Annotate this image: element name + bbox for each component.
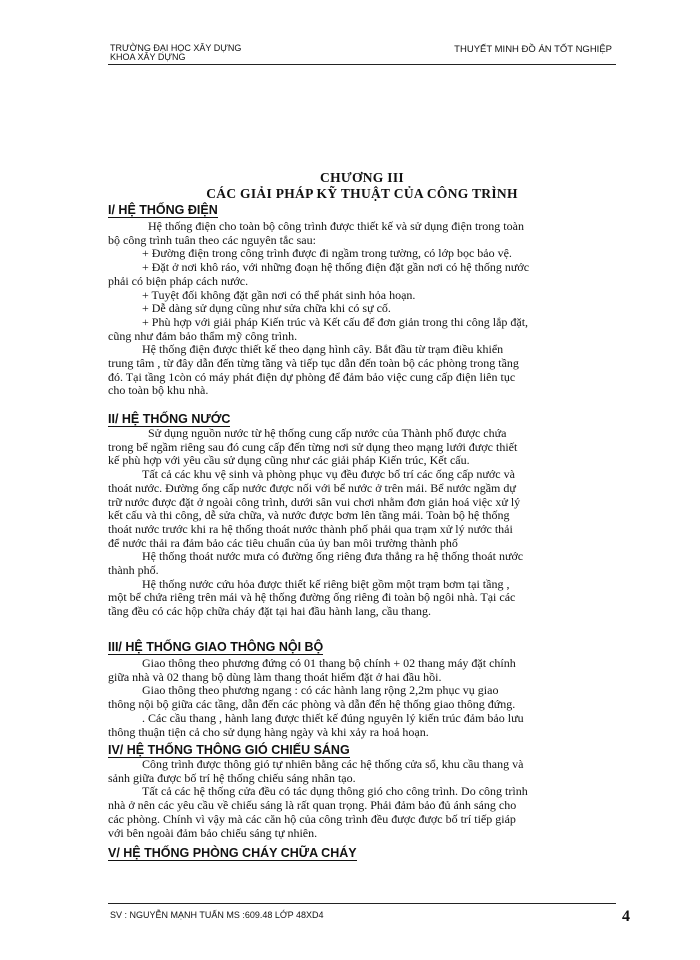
paragraph-line: kết cấu và thi công, dễ sửa chữa, và nước được bơm lên tầng mái. Toàn bộ hệ thống <box>108 508 510 523</box>
paragraph-line: + Phù hợp với giải pháp Kiến trúc và Kết cấu để đơn giản trong thi công lắp đặt, <box>142 314 529 329</box>
paragraph-line: kế phù hợp với yêu cầu sử dụng cũng như các giải pháp Kiến trúc, Kết cấu. <box>108 453 470 468</box>
paragraph-line: giữa nhà và 02 thang bộ dùng làm thang thoát hiểm đặt ở hai đầu hồi. <box>108 669 442 684</box>
paragraph-line: Giao thông theo phương ngang : có các hành lang rộng 2,2m phục vụ giao <box>142 683 499 698</box>
paragraph-line: phải có biện pháp cách nước. <box>108 273 249 288</box>
paragraph-line: Hệ thống nước cứu hỏa được thiết kế riêng biệt gồm một trạm bơm tại tầng , <box>142 576 510 591</box>
paragraph-line: bộ công trình tuân theo các nguyên tắc sau: <box>108 232 316 247</box>
header-document-title: THUYẾT MINH ĐỒ ÁN TỐT NGHIỆP <box>454 44 612 55</box>
paragraph-line: + Dễ dàng sử dụng cũng như sửa chữa khi có sự cố. <box>142 301 391 316</box>
paragraph-line: thông thuận tiện cả cho sử dụng hàng ngày và khi xảy ra hoả hoạn. <box>108 724 429 739</box>
section-body-electrical <box>108 220 616 398</box>
paragraph-line: để nước thải ra đảm bảo các tiêu chuẩn của ủy ban môi trường thành phố <box>108 535 458 550</box>
paragraph-line: Tất cả các hệ thống cửa đều có tác dụng thông gió cho công trình. Do công trình <box>142 784 528 799</box>
header-faculty: KHOA XÂY DỰNG <box>110 52 186 62</box>
header-divider <box>108 64 616 65</box>
paragraph-line: một bể chứa riêng trên mái và hệ thống đường ống riêng đi toàn bộ ngôi nhà. Tại các <box>108 590 516 605</box>
paragraph-line: + Đường điện trong công trình được đi ngầm trong tường, có lớp bọc bảo vệ. <box>142 246 512 261</box>
paragraph-line: Hệ thống điện được thiết kế theo dạng hình cây. Bắt đầu từ trạm điều khiển <box>142 342 504 357</box>
paragraph-line: . Các cầu thang , hành lang được thiết kế đúng nguyên lý kiến trúc đảm bảo lưu <box>142 710 524 725</box>
paragraph-line: Công trình được thông gió tự nhiên bằng các hệ thống cửa sổ, khu cầu thang và <box>142 757 524 771</box>
paragraph-line: sảnh giữa được bố trí hệ thống chiếu sáng nhân tạo. <box>108 770 356 785</box>
paragraph-line: trữ nước được đặt ở ngoài công trình, dưới sân vui chơi nhằm đơn giản hoá việc xử lý <box>108 494 521 509</box>
paragraph-line: thành phố. <box>108 563 159 578</box>
paragraph-line: cũng như đảm bảo thẩm mỹ công trình. <box>108 328 298 343</box>
paragraph-line: Hệ thống thoát nước mưa có đường ống riêng đưa thẳng ra hệ thống thoát nước <box>142 549 524 564</box>
paragraph-line: với bên ngoài đảm bảo chiếu sáng tự nhiên. <box>108 825 318 840</box>
section-heading-circulation: III/ HỆ THỐNG GIAO THÔNG NỘI BỘ <box>108 640 324 654</box>
section-body-water <box>108 427 616 619</box>
footer-divider <box>108 903 616 904</box>
paragraph-line: thoát nước trước khi ra hệ thống thoát nước thành phố phải qua trạm xử lý nước thải <box>108 521 513 536</box>
section-heading-water: II/ HỆ THỐNG NƯỚC <box>108 412 231 426</box>
paragraph-line: cho toàn bộ khu nhà. <box>108 383 209 398</box>
section-heading-ventilation: IV/ HỆ THỐNG THÔNG GIÓ CHIẾU SÁNG <box>108 743 350 757</box>
paragraph-line: Sử dụng nguồn nước từ hệ thống cung cấp nước của Thành phố được chứa <box>148 426 507 440</box>
paragraph-line: Tất cả các khu vệ sinh và phòng phục vụ đều được bố trí các ống cấp nước và <box>142 467 515 482</box>
header-university: TRƯỜNG ĐẠI HỌC XÂY DỰNG <box>110 43 242 53</box>
chapter-number: CHƯƠNG III <box>320 170 404 185</box>
section-heading-electrical: I/ HỆ THỐNG ĐIỆN <box>108 203 218 217</box>
paragraph-line: + Tuyệt đối không đặt gần nơi có thể phát sinh hỏa hoạn. <box>142 287 416 302</box>
paragraph-line: + Đặt ở nơi khô ráo, với những đoạn hệ thống điện đặt gần nơi có hệ thống nước <box>142 260 530 275</box>
paragraph-line: nhà ở nên các yêu cầu về chiếu sáng là rất quan trọng. Phải đảm bảo đủ ánh sáng cho <box>108 798 517 813</box>
paragraph-line: trong bể ngầm riêng sau đó cung cấp đến từng nơi sử dụng theo mạng lưới được thiết <box>108 439 518 454</box>
chapter-title: CÁC GIẢI PHÁP KỸ THUẬT CỦA CÔNG TRÌNH <box>206 186 518 201</box>
paragraph-line: các phòng. Chính vì vậy mà các căn hộ của công trình đều được được bố trí tiếp giáp <box>108 811 516 826</box>
footer-student-info: SV : NGUYỄN MẠNH TUẤN MS :609.48 LỚP 48XD4 <box>110 910 324 920</box>
header-school <box>110 44 241 62</box>
section-body-circulation <box>108 657 616 739</box>
paragraph-line: tầng đều có các hộp chữa cháy đặt tại hai đầu hành lang, cầu thang. <box>108 604 432 619</box>
paragraph-line: trung tâm , từ đây dẫn đến từng tầng và tiếp tục dẫn đến toàn bộ các phòng trong tầng <box>108 356 519 371</box>
paragraph-line: đó. Tại tầng 1còn có máy phát điện dự phòng để đảm bảo việc cung cấp điện liên tục <box>108 369 516 384</box>
paragraph-line: thông nội bộ giữa các tầng, dẫn đến các phòng và dẫn đến hệ thống giao thông đứng. <box>108 697 516 712</box>
paragraph-line: Hệ thống điện cho toàn bộ công trình được thiết kế và sử dụng điện trong toàn <box>148 219 524 233</box>
paragraph-line: Giao thông theo phương đứng có 01 thang bộ chính + 02 thang máy đặt chính <box>142 656 516 670</box>
section-heading-fire: V/ HỆ THỐNG PHÒNG CHÁY CHỮA CHÁY <box>108 846 357 860</box>
section-body-ventilation <box>108 758 616 840</box>
paragraph-line: thoát nước. Đường ống cấp nước được nối với bể nước ở trên mái. Bể nước ngầm dự <box>108 480 516 495</box>
page-number: 4 <box>622 908 630 925</box>
